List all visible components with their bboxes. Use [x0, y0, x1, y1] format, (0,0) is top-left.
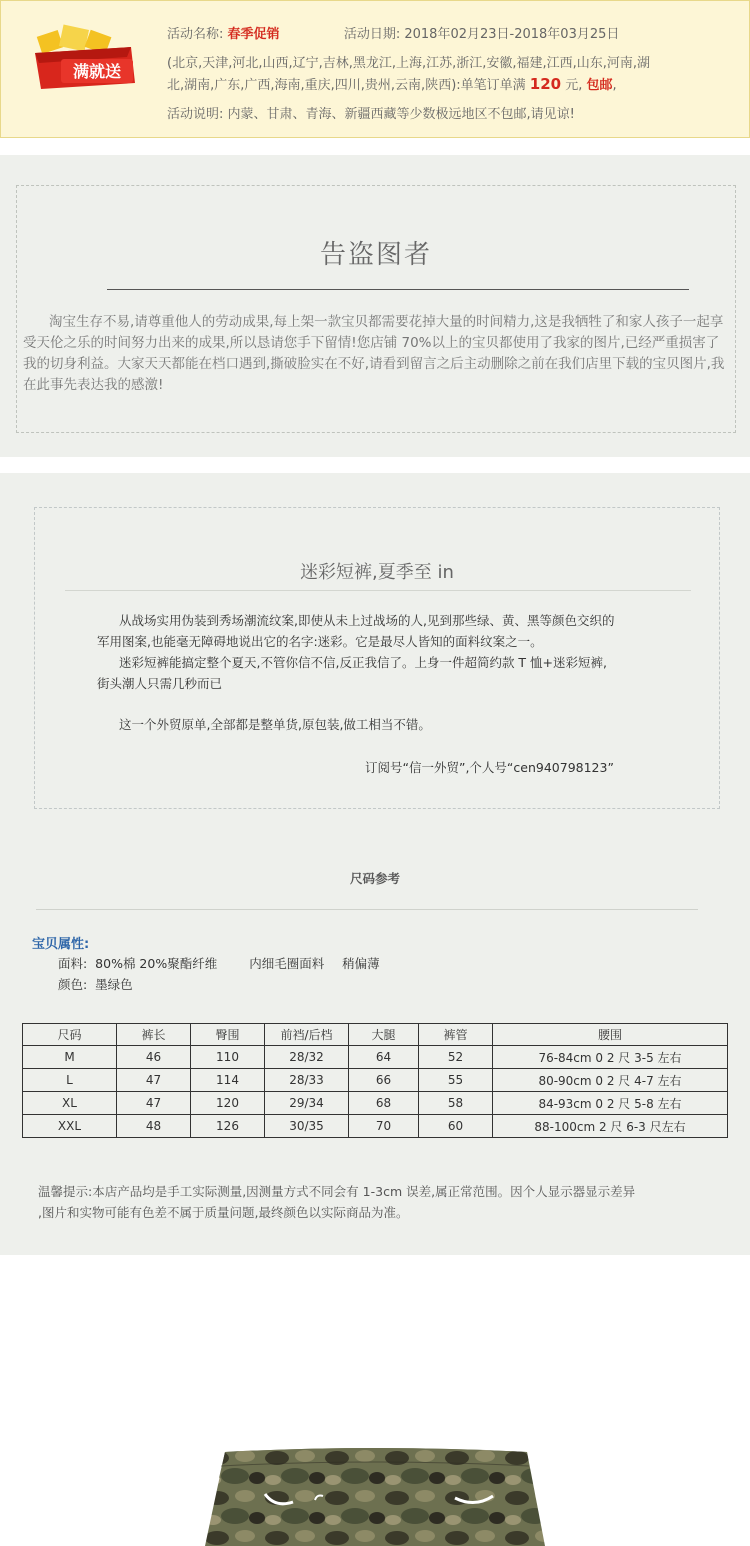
- header-cell: 腰围: [493, 1024, 728, 1046]
- table-cell: 114: [191, 1069, 265, 1092]
- table-cell: 29/34: [265, 1092, 349, 1115]
- table-cell: XL: [23, 1092, 117, 1115]
- table-row: [23, 1046, 728, 1069]
- promo-name: 春季促销: [227, 27, 280, 42]
- color-line: 颜色: 墨绿色: [58, 977, 133, 992]
- anti-theft-body: 淘宝生存不易,请尊重他人的劳动成果,每上架一款宝贝都需要花掉大量的时间精力,这是我牺牲了和家人孩子一起享受天伦之乐的时间努力出来的成果,所以恳请您手下留情!您店铺 70%以上的宝贝都使用了我家的图片,已经严重损害了我的切身利益。大家天天都能在档口遇到,撕破脸实在不好,请看到留言之后主动删除之前在我们店里下载的宝贝图片,我在此事先表达我的感激!: [23, 314, 725, 393]
- table-cell: 84-93cm 0 2 尺 5-8 左右: [493, 1092, 728, 1115]
- anti-theft-section: [0, 155, 750, 457]
- header-cell: 大腿: [349, 1024, 419, 1046]
- anti-theft-box: [16, 185, 736, 433]
- table-row: [23, 1092, 728, 1115]
- promo-regions-line1: (北京,天津,河北,山西,辽宁,吉林,黑龙江,上海,江苏,浙江,安徽,福建,江西,山东,河南,湖: [167, 56, 651, 71]
- promo-free-shipping: 包邮: [586, 78, 613, 93]
- badge-text: 满就送: [72, 62, 122, 81]
- description-title: 迷彩短裤,夏季至 in: [300, 562, 454, 583]
- promo-note: 活动说明: 内蒙、甘肃、青海、新疆西藏等少数极远地区不包邮,请见谅!: [167, 107, 575, 122]
- header-cell: 前裆/后档: [265, 1024, 349, 1046]
- product-photo: [0, 1255, 750, 1546]
- description-box: [34, 507, 720, 809]
- table-cell: 60: [419, 1115, 493, 1138]
- table-cell: 30/35: [265, 1115, 349, 1138]
- promo-threshold: 120: [529, 75, 562, 93]
- promo-name-line: 活动名称: 春季促销 活动日期: 2018年02月23日-2018年03月25日: [167, 27, 620, 42]
- promo-regions-line2: 北,湖南,广东,广西,海南,重庆,四川,贵州,云南,陕西):单笔订单满 120 元, 包邮,: [167, 75, 617, 93]
- table-cell: 76-84cm 0 2 尺 3-5 左右: [493, 1046, 728, 1069]
- header-cell: 尺码: [23, 1024, 117, 1046]
- table-cell: 55: [419, 1069, 493, 1092]
- table-cell: 68: [349, 1092, 419, 1115]
- header-cell: 臀围: [191, 1024, 265, 1046]
- table-cell: 47: [117, 1069, 191, 1092]
- divider: [36, 909, 698, 910]
- size-table: [22, 1023, 728, 1138]
- header-cell: 裤长: [117, 1024, 191, 1046]
- table-cell: 28/32: [265, 1046, 349, 1069]
- camo-shorts-image: [205, 1448, 545, 1546]
- description-p2-line2: 街头潮人只需几秒而已: [97, 676, 223, 691]
- fabric-line: 面料: 80%棉 20%聚酯纤维 内细毛圈面料 稍偏薄: [58, 956, 380, 971]
- table-row: [23, 1115, 728, 1138]
- divider: [65, 590, 691, 591]
- table-cell: 47: [117, 1092, 191, 1115]
- promo-date: 2018年02月23日-2018年03月25日: [404, 27, 620, 42]
- table-cell: 80-90cm 0 2 尺 4-7 左右: [493, 1069, 728, 1092]
- table-cell: 126: [191, 1115, 265, 1138]
- table-cell: 52: [419, 1046, 493, 1069]
- table-cell: 66: [349, 1069, 419, 1092]
- table-cell: 28/33: [265, 1069, 349, 1092]
- table-cell: M: [23, 1046, 117, 1069]
- size-reference-title: 尺码参考: [349, 871, 400, 886]
- table-cell: 46: [117, 1046, 191, 1069]
- anti-theft-title: 告盗图者: [319, 240, 432, 270]
- table-cell: 48: [117, 1115, 191, 1138]
- product-info-section: [0, 473, 750, 1255]
- divider: [107, 289, 689, 290]
- table-row: [23, 1069, 728, 1092]
- tip-line2: ,图片和实物可能有色差不属于质量问题,最终颜色以实际商品为准。: [38, 1205, 409, 1220]
- table-cell: 64: [349, 1046, 419, 1069]
- header-cell: 裤管: [419, 1024, 493, 1046]
- subscribe-line: 订阅号“信一外贸”,个人号“cen940798123”: [365, 760, 614, 775]
- attributes-title: 宝贝属性:: [32, 937, 90, 952]
- table-cell: 70: [349, 1115, 419, 1138]
- description-p3: 这一个外贸原单,全部都是整单货,原包装,做工相当不错。: [119, 717, 431, 732]
- promo-banner: [0, 0, 750, 138]
- table-cell: L: [23, 1069, 117, 1092]
- table-cell: XXL: [23, 1115, 117, 1138]
- table-cell: 120: [191, 1092, 265, 1115]
- tip-line1: 温馨提示:本店产品均是手工实际测量,因测量方式不同会有 1-3cm 误差,属正常范围。因个人显示器显示差异: [38, 1184, 636, 1199]
- gift-badge-icon: [31, 23, 141, 95]
- description-p1-line1: 从战场实用伪装到秀场潮流纹案,即使从未上过战场的人,见到那些绿、黄、黑等颜色交织的: [119, 613, 615, 628]
- description-p1-line2: 军用图案,也能毫无障碍地说出它的名字:迷彩。它是最尽人皆知的面料纹案之一。: [97, 634, 543, 649]
- table-cell: 58: [419, 1092, 493, 1115]
- table-cell: 88-100cm 2 尺 6-3 尺左右: [493, 1115, 728, 1138]
- size-table-header: [23, 1024, 728, 1046]
- description-p2-line1: 迷彩短裤能搞定整个夏天,不管你信不信,反正我信了。上身一件超简约款 T 恤+迷彩短裤,: [119, 655, 607, 670]
- table-cell: 110: [191, 1046, 265, 1069]
